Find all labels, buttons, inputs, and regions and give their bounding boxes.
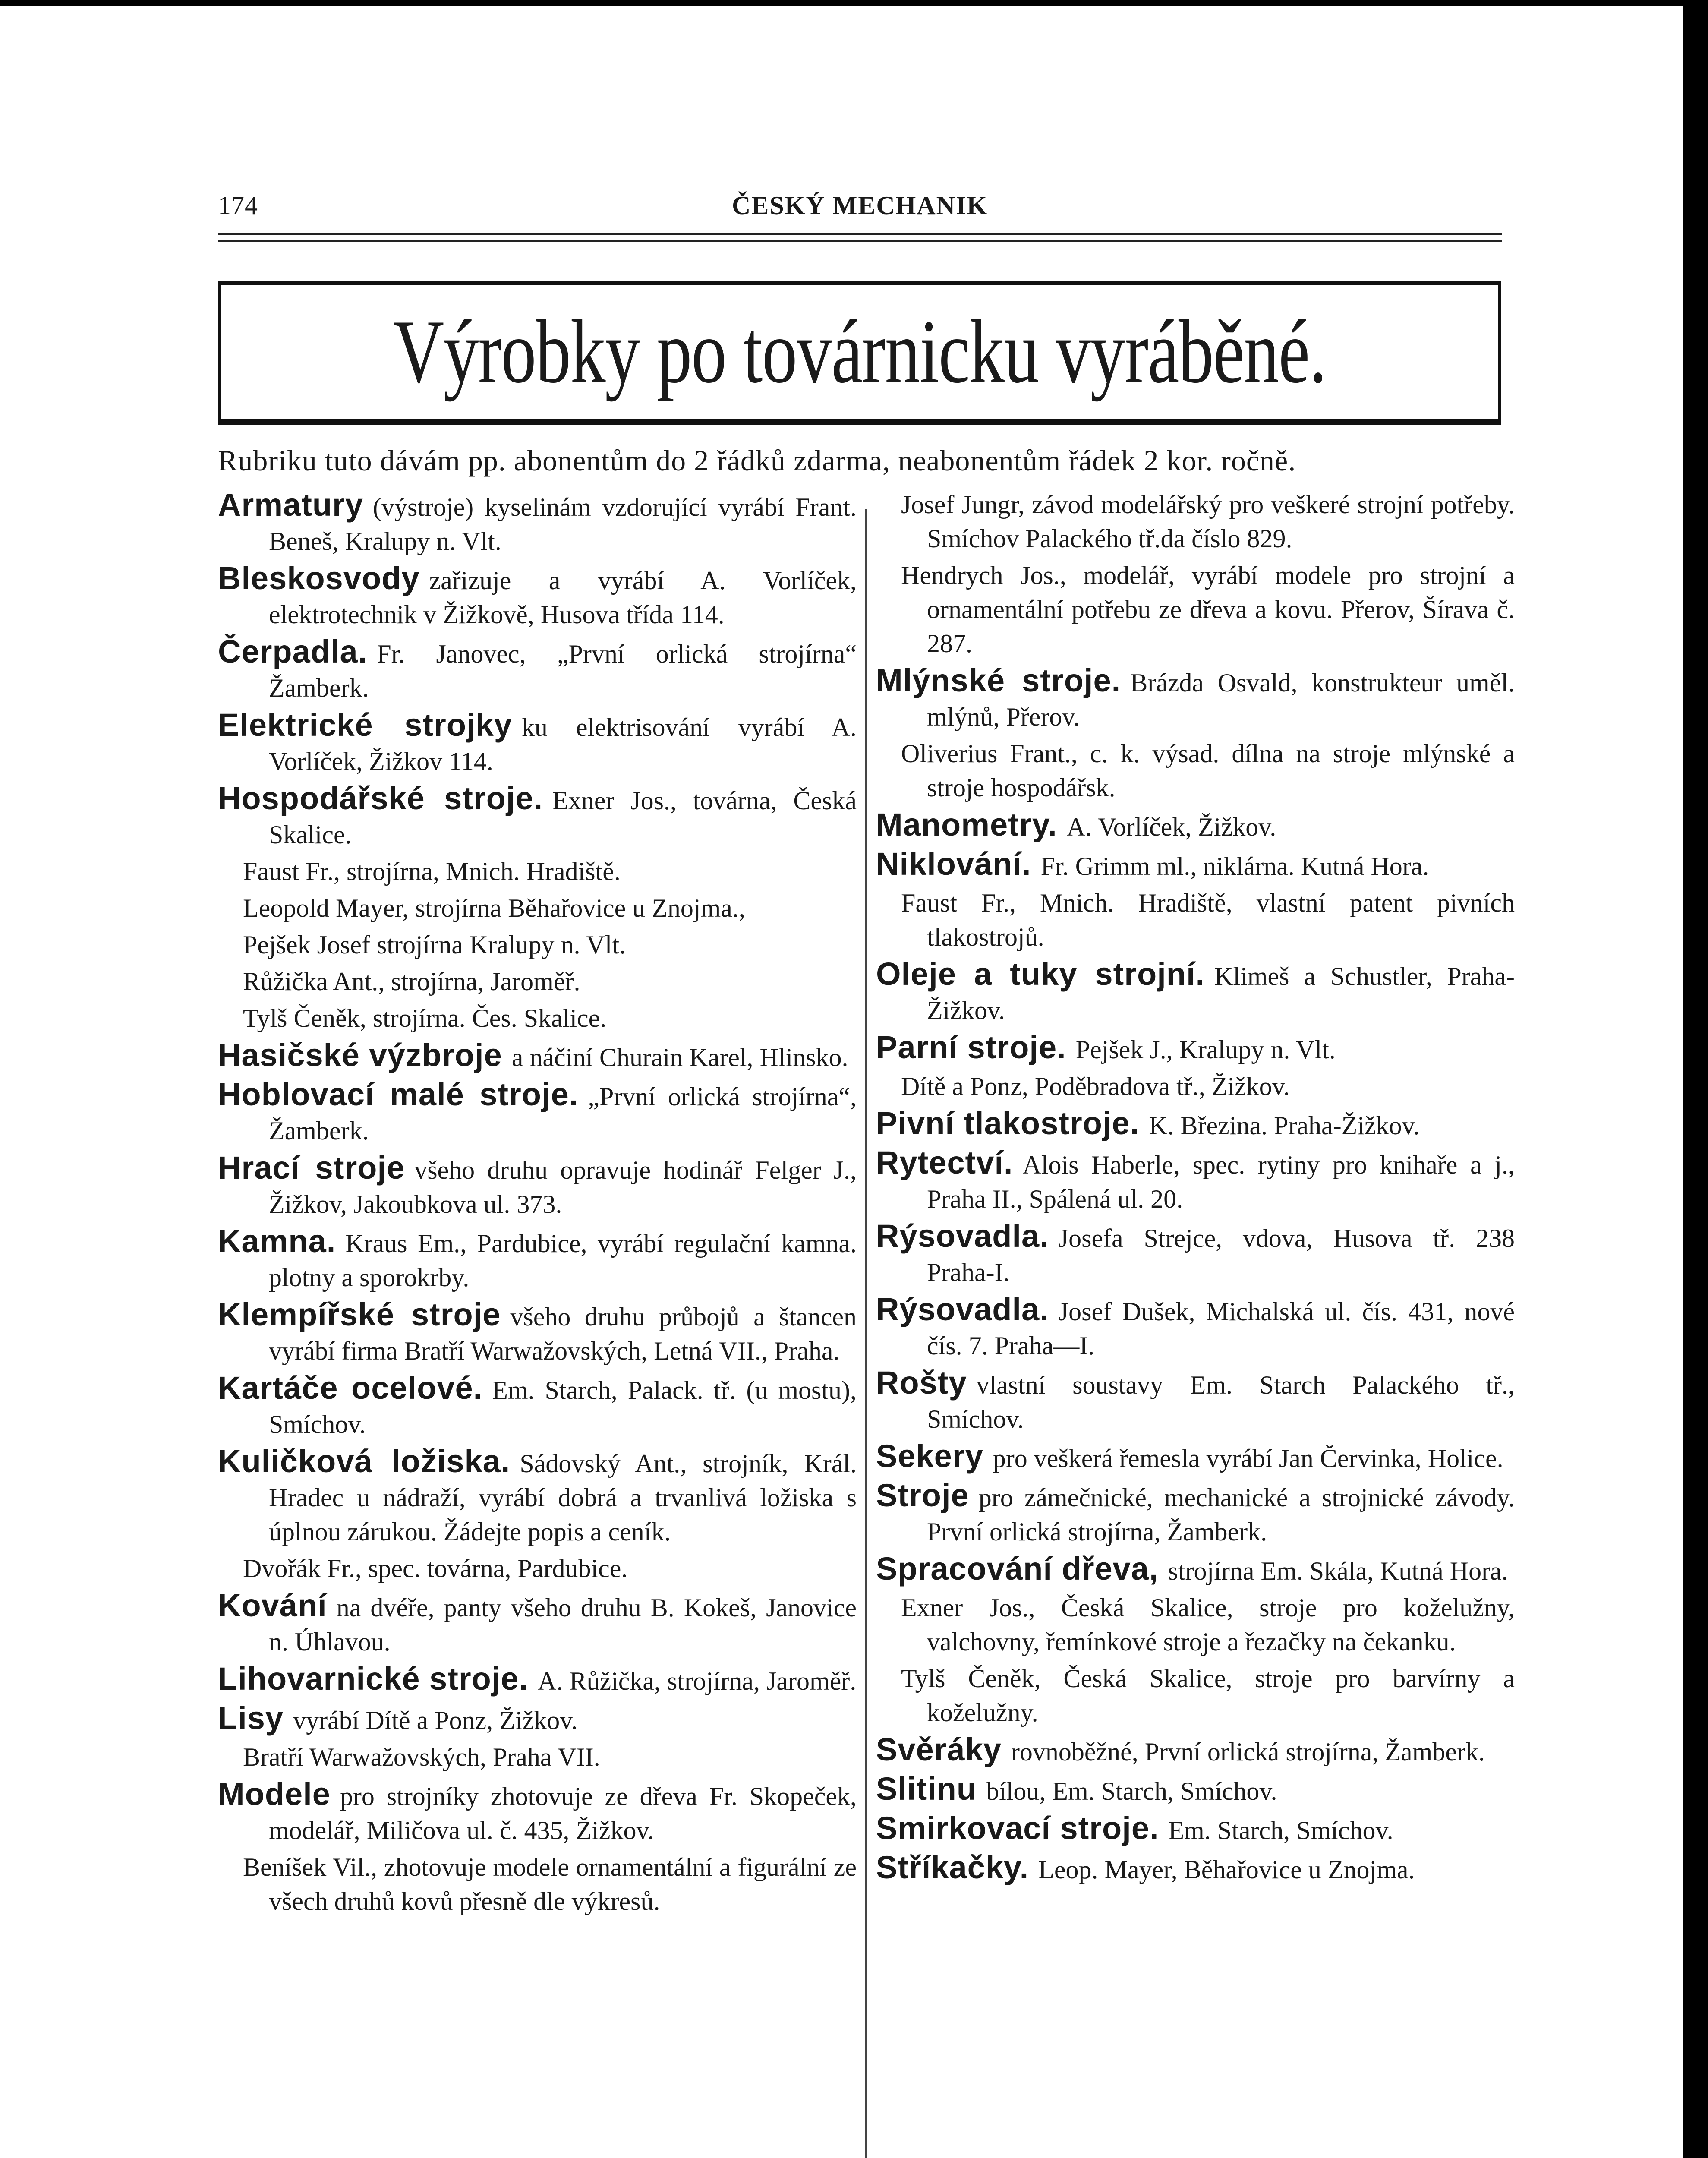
entry-keyword: Rýsovadla.	[876, 1291, 1049, 1327]
entry-text: A. Růžička, strojírna, Jaroměř.	[538, 1667, 857, 1695]
entry-text: Josefa Strejce, vdova, Husova tř. 238 Praha-I.	[927, 1224, 1515, 1287]
directory-entry	[218, 1662, 857, 1698]
directory-entry	[876, 1219, 1515, 1290]
entry-text: na dvéře, panty všeho druhu B. Kokeš, Janovice n. Úhlavou.	[269, 1593, 857, 1656]
directory-entry	[218, 1038, 857, 1075]
entry-text: Sádovský Ant., strojník, Král. Hradec u nádraží, vyrábí dobrá a trvanlivá ložiska s úplnou zárukou. Žádejte popis a ceník.	[269, 1449, 857, 1546]
entry-keyword: Hrací stroje	[218, 1150, 405, 1186]
directory-entry	[876, 663, 1515, 734]
entry-text: pro zámečnické, mechanické a strojnické závody. První orlická strojírna, Žamberk.	[927, 1483, 1515, 1546]
entry-keyword: Čerpadla.	[218, 634, 368, 669]
directory-entry	[876, 1439, 1515, 1476]
entry-keyword: Rýsovadla.	[876, 1218, 1049, 1254]
directory-entry	[218, 1777, 857, 1848]
directory-entry	[218, 1701, 857, 1738]
entry-keyword: Svěráky	[876, 1732, 1002, 1767]
directory-entry	[218, 1371, 857, 1442]
entry-keyword: Kuličková ložiska.	[218, 1443, 511, 1479]
entry-keyword: Sekery	[876, 1438, 983, 1474]
header-rule-top	[218, 233, 1502, 235]
directory-entry	[218, 781, 857, 852]
directory-entry	[876, 558, 1515, 661]
entry-keyword: Hospodářské stroje.	[218, 780, 543, 816]
entry-text: Em. Starch, Palack. tř. (u mostu), Smíchov.	[269, 1376, 857, 1439]
directory-entry	[218, 965, 857, 999]
entry-keyword: Lisy	[218, 1700, 284, 1736]
directory-entry	[218, 1850, 857, 1918]
directory-entry	[218, 1001, 857, 1035]
entry-text: Klimeš a Schustler, Praha-Žižkov.	[927, 962, 1515, 1025]
running-head	[218, 186, 1502, 224]
entry-text: Pejšek J., Kralupy n. Vlt.	[1075, 1035, 1336, 1064]
entry-text: Exner Jos., továrna, Česká Skalice.	[269, 786, 857, 849]
directory-entry	[876, 1366, 1515, 1436]
section-title-box	[218, 281, 1501, 425]
entry-text: Exner Jos., Česká Skalice, stroje pro koželužny, valchovny, řemínkové stroje a řezačky na čekanku.	[901, 1593, 1515, 1656]
directory-entry	[218, 891, 857, 925]
section-title: Výrobky po továrnicku vyráběné.	[393, 301, 1327, 402]
directory-entry	[876, 886, 1515, 954]
directory-entry	[218, 1297, 857, 1368]
entry-keyword: Niklování.	[876, 846, 1031, 882]
directory-entry	[876, 1811, 1515, 1848]
entry-keyword: Rytectví.	[876, 1145, 1013, 1180]
entry-text: ku elektrisování vyrábí A. Vorlíček, Žižkov 114.	[269, 713, 857, 776]
header-rule-bottom	[218, 240, 1502, 242]
entry-keyword: Elektrické strojky	[218, 707, 512, 743]
entry-text: Faust Fr., Mnich. Hradiště, vlastní patent pivních tlakostrojů.	[901, 889, 1515, 951]
entry-keyword: Spracování dřeva,	[876, 1551, 1159, 1587]
intro-note: Rubriku tuto dávám pp. abonentům do 2 řádků zdarma, neabonentům řádek 2 kor. ročně.	[218, 444, 1296, 477]
entry-text: Růžička Ant., strojírna, Jaroměř.	[243, 967, 580, 996]
directory-entry	[218, 634, 857, 705]
entry-text: strojírna Em. Skála, Kutná Hora.	[1168, 1557, 1508, 1585]
entry-text: „První orlická strojírna“, Žamberk.	[269, 1082, 857, 1145]
entry-text: Alois Haberle, spec. rytiny pro knihaře a j., Praha II., Spálená ul. 20.	[927, 1151, 1515, 1213]
directory-entry	[876, 1030, 1515, 1067]
entry-keyword: Bleskosvody	[218, 560, 420, 596]
directory-entry	[218, 1588, 857, 1659]
directory-entry	[876, 488, 1515, 556]
entry-text: pro strojníky zhotovuje ze dřeva Fr. Skopeček, modelář, Miličova ul. č. 435, Žižkov.	[269, 1782, 857, 1845]
entry-text: Kraus Em., Pardubice, vyrábí regulační kamna. plotny a sporokrby.	[269, 1229, 857, 1292]
column-divider	[865, 509, 867, 2158]
directory-entry	[876, 1106, 1515, 1143]
entry-keyword: Klempířské stroje	[218, 1297, 501, 1332]
entry-text: Faust Fr., strojírna, Mnich. Hradiště.	[243, 857, 621, 886]
entry-text: Dvořák Fr., spec. továrna, Pardubice.	[243, 1554, 628, 1583]
directory-entry	[876, 957, 1515, 1028]
directory-entry	[218, 1151, 857, 1221]
entry-text: a náčiní Churain Karel, Hlinsko.	[511, 1043, 848, 1072]
entry-text: Leop. Mayer, Běhařovice u Znojma.	[1038, 1855, 1415, 1884]
directory-entry	[876, 1732, 1515, 1769]
directory-entry	[218, 488, 857, 558]
entry-text: Em. Starch, Smíchov.	[1168, 1816, 1393, 1845]
directory-entry	[218, 1552, 857, 1586]
entry-keyword: Hoblovací malé stroje.	[218, 1076, 579, 1112]
entry-text: K. Březina. Praha-Žižkov.	[1149, 1111, 1420, 1140]
entry-text: vlastní soustavy Em. Starch Palackého tř., Smíchov.	[927, 1371, 1515, 1433]
entry-keyword: Modele	[218, 1776, 331, 1812]
directory-entry	[218, 928, 857, 962]
directory-entry	[218, 1444, 857, 1549]
entry-keyword: Pivní tlakostroje.	[876, 1105, 1140, 1141]
entry-text: Bratří Warwažovských, Praha VII.	[243, 1743, 600, 1771]
entry-text: pro veškerá řemesla vyrábí Jan Červinka, Holice.	[993, 1444, 1503, 1473]
directory-entry	[876, 737, 1515, 805]
directory-entry	[218, 1740, 857, 1774]
entry-text: rovnoběžné, První orlická strojírna, Žamberk.	[1011, 1738, 1485, 1766]
entry-keyword: Kamna.	[218, 1223, 336, 1259]
entry-keyword: Slitinu	[876, 1771, 977, 1807]
directory-entry	[876, 1850, 1515, 1887]
entry-text: Josef Jungr, závod modelářský pro veškeré strojní potřeby. Smíchov Palackého tř.da číslo 829.	[901, 490, 1515, 553]
entry-text: Josef Dušek, Michalská ul. čís. 431, nové čís. 7. Praha—I.	[927, 1297, 1515, 1360]
journal-title: ČESKÝ MECHANIK	[731, 191, 988, 220]
directory-entry	[218, 561, 857, 632]
entry-text: všeho druhu opravuje hodinář Felger J., Žižkov, Jakoubkova ul. 373.	[269, 1156, 857, 1218]
directory-entry	[218, 708, 857, 779]
entry-text: Hendrych Jos., modelář, vyrábí modele pro strojní a ornamentální potřebu ze dřeva a kovu. Přerov, Šírava č. 287.	[901, 561, 1515, 658]
directory-entry	[218, 855, 857, 889]
entry-keyword: Mlýnské stroje.	[876, 663, 1121, 698]
entry-text: Oliverius Frant., c. k. výsad. dílna na stroje mlýnské a stroje hospodářsk.	[901, 739, 1515, 802]
directory-entry	[876, 847, 1515, 883]
entry-keyword: Hasičské výzbroje	[218, 1037, 502, 1073]
left-column	[218, 488, 857, 1921]
directory-entry	[876, 1552, 1515, 1588]
directory-entry	[218, 1224, 857, 1295]
entry-text: Dítě a Ponz, Poděbradova tř., Žižkov.	[901, 1072, 1290, 1101]
entry-keyword: Kování	[218, 1587, 327, 1623]
directory-entry	[876, 1478, 1515, 1549]
directory-entry	[876, 1662, 1515, 1730]
entry-text: bílou, Em. Starch, Smíchov.	[986, 1777, 1277, 1805]
entry-text: Tylš Čeněk, strojírna. Čes. Skalice.	[243, 1004, 607, 1032]
scan-edge-top	[0, 0, 1708, 6]
entry-text: Tylš Čeněk, Česká Skalice, stroje pro barvírny a koželužny.	[901, 1664, 1515, 1727]
entry-text: A. Vorlíček, Žižkov.	[1066, 813, 1276, 841]
entry-text: všeho druhu průbojů a štancen vyrábí firma Bratří Warwažovských, Letná VII., Praha.	[269, 1303, 857, 1365]
entry-keyword: Lihovarnické stroje.	[218, 1661, 529, 1697]
entry-keyword: Stříkačky.	[876, 1849, 1029, 1885]
scan-edge-right	[1683, 0, 1708, 2158]
entry-keyword: Smirkovací stroje.	[876, 1810, 1159, 1846]
entry-text: zařizuje a vyrábí A. Vorlíček, elektrotechnik v Žižkově, Husova třída 114.	[269, 566, 857, 629]
directory-entry	[876, 1292, 1515, 1363]
entry-keyword: Rošty	[876, 1365, 967, 1401]
entry-text: Beníšek Vil., zhotovuje modele ornamentální a figurální ze všech druhů kovů přesně dle výkresů.	[243, 1853, 857, 1915]
entry-text: Pejšek Josef strojírna Kralupy n. Vlt.	[243, 931, 626, 959]
entry-text: vyrábí Dítě a Ponz, Žižkov.	[293, 1706, 578, 1735]
directory-entry	[876, 1145, 1515, 1216]
entry-keyword: Oleje a tuky strojní.	[876, 956, 1205, 992]
entry-text: (výstroje) kyselinám vzdorující vyrábí Frant. Beneš, Kralupy n. Vlt.	[269, 493, 857, 555]
entry-text: Brázda Osvald, konstrukteur uměl. mlýnů, Přerov.	[927, 669, 1515, 731]
entry-text: Fr. Grimm ml., niklárna. Kutná Hora.	[1040, 852, 1429, 880]
entry-text: Leopold Mayer, strojírna Běhařovice u Znojma.,	[243, 894, 745, 922]
entry-keyword: Manometry.	[876, 807, 1057, 842]
right-column	[876, 488, 1515, 1890]
directory-entry	[218, 1077, 857, 1148]
page-number: 174	[218, 191, 258, 220]
entry-keyword: Parní stroje.	[876, 1029, 1066, 1065]
entry-keyword: Kartáče ocelové.	[218, 1370, 483, 1406]
directory-entry	[876, 808, 1515, 844]
entry-keyword: Armatury	[218, 487, 363, 523]
entry-text: Fr. Janovec, „První orlická strojírna“ Žamberk.	[269, 640, 857, 702]
directory-entry	[876, 1591, 1515, 1659]
entry-keyword: Stroje	[876, 1477, 969, 1513]
directory-entry	[876, 1070, 1515, 1104]
directory-entry	[876, 1772, 1515, 1808]
